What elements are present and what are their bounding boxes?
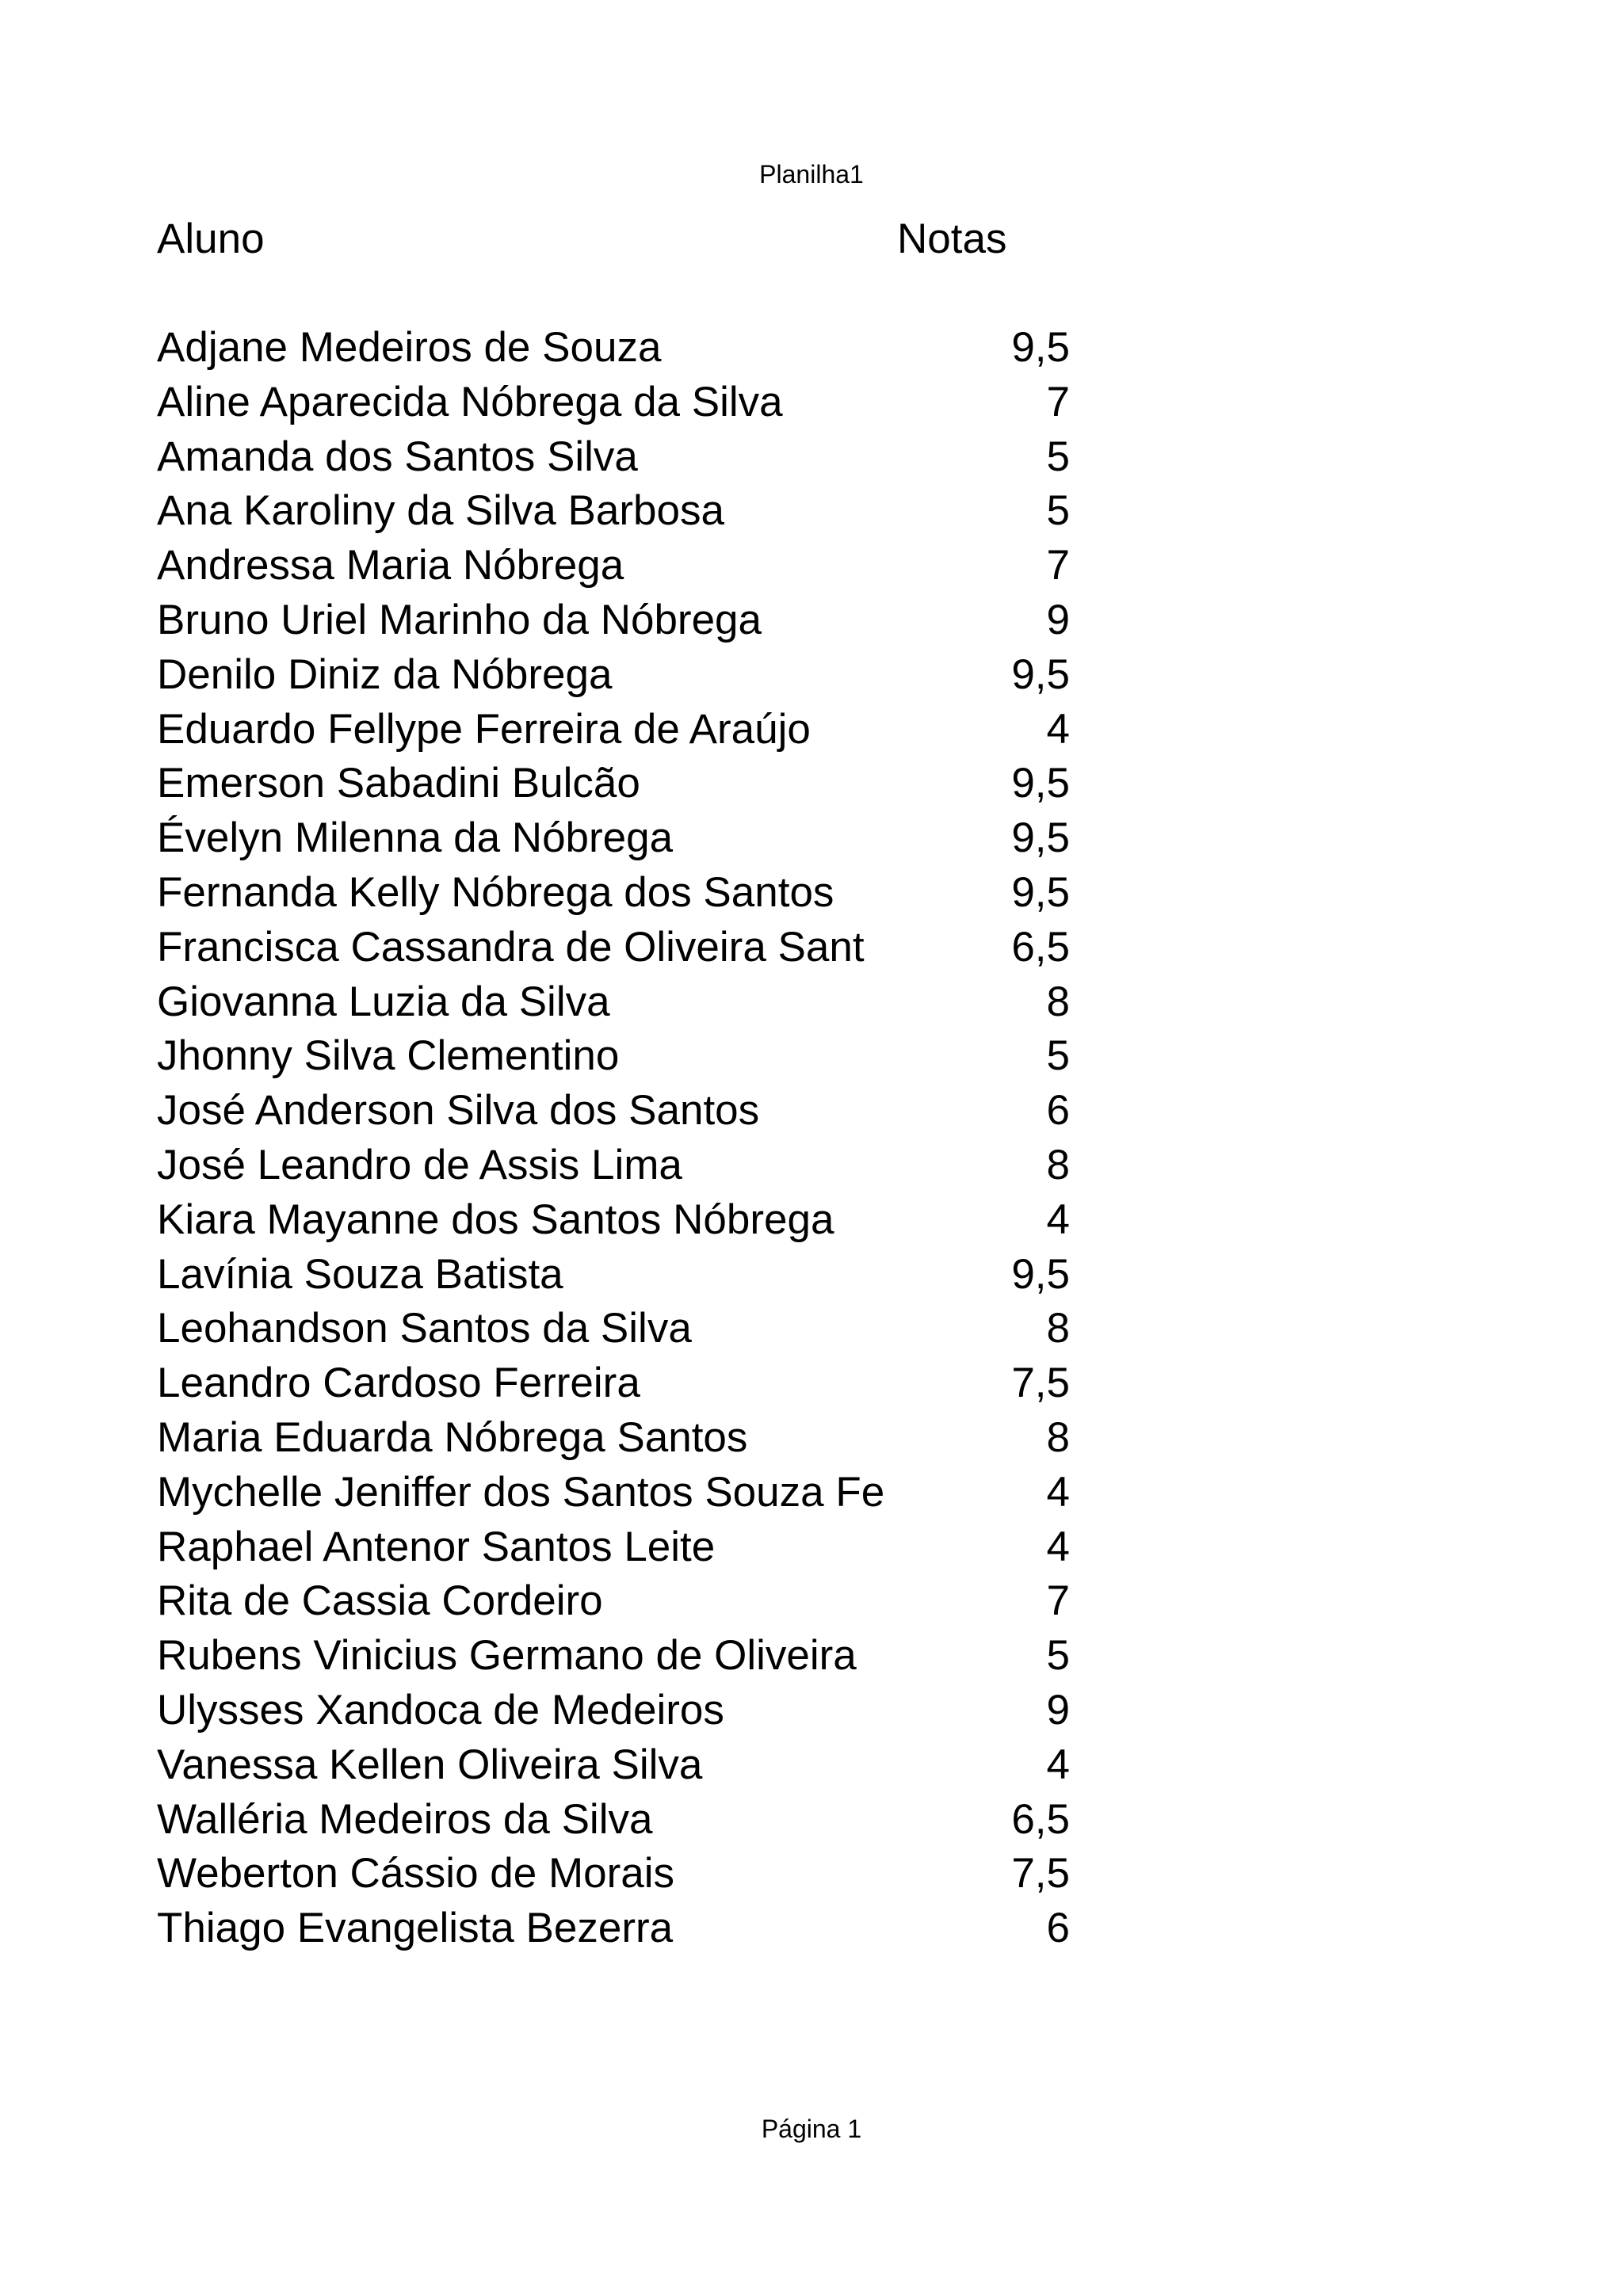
student-grade: 9 bbox=[1046, 596, 1070, 643]
student-grade: 7 bbox=[1046, 1577, 1070, 1625]
student-name: Jhonny Silva Clementino bbox=[157, 1032, 620, 1080]
student-name: Francisca Cassandra de Oliveira Sant bbox=[157, 923, 865, 971]
table-row bbox=[157, 1520, 1070, 1575]
student-grade: 8 bbox=[1046, 1141, 1070, 1188]
student-grade: 8 bbox=[1046, 978, 1070, 1025]
student-name: Leandro Cardoso Ferreira bbox=[157, 1360, 640, 1407]
column-header-grades: Notas bbox=[897, 215, 1007, 262]
table-row bbox=[157, 430, 1070, 485]
table-row bbox=[157, 1574, 1070, 1629]
table-row bbox=[157, 1466, 1070, 1520]
student-grade: 7 bbox=[1046, 378, 1070, 425]
sheet-title: Planilha1 bbox=[759, 160, 864, 189]
student-grade: 9,5 bbox=[1011, 1250, 1070, 1298]
student-grade: 4 bbox=[1046, 1468, 1070, 1516]
table-row bbox=[157, 1248, 1070, 1302]
table-row bbox=[157, 1411, 1070, 1466]
student-grade: 7,5 bbox=[1011, 1850, 1070, 1897]
student-name: Andressa Maria Nóbrega bbox=[157, 542, 624, 589]
student-name: José Anderson Silva dos Santos bbox=[157, 1087, 760, 1135]
student-name: Eduardo Fellype Ferreira de Araújo bbox=[157, 705, 811, 753]
table-row bbox=[157, 1138, 1070, 1193]
table-row bbox=[157, 1847, 1070, 1901]
table-row bbox=[157, 811, 1070, 866]
student-name: Walléria Medeiros da Silva bbox=[157, 1795, 653, 1843]
student-grade: 4 bbox=[1046, 1741, 1070, 1788]
student-grade: 5 bbox=[1046, 1632, 1070, 1680]
table-row bbox=[157, 1684, 1070, 1738]
student-grade: 6 bbox=[1046, 1905, 1070, 1952]
student-name: Bruno Uriel Marinho da Nóbrega bbox=[157, 596, 762, 643]
student-name: Vanessa Kellen Oliveira Silva bbox=[157, 1741, 703, 1788]
student-grade: 8 bbox=[1046, 1413, 1070, 1461]
student-name: Maria Eduarda Nóbrega Santos bbox=[157, 1413, 748, 1461]
page-number: Página 1 bbox=[761, 2115, 862, 2143]
student-name: Raphael Antenor Santos Leite bbox=[157, 1523, 716, 1570]
student-grade: 6 bbox=[1046, 1087, 1070, 1135]
table-row bbox=[157, 1901, 1070, 1956]
table-row bbox=[157, 921, 1070, 975]
student-grade: 8 bbox=[1046, 1305, 1070, 1352]
student-grade: 4 bbox=[1046, 1523, 1070, 1570]
student-name: Évelyn Milenna da Nóbrega bbox=[157, 814, 674, 862]
student-name: Thiago Evangelista Bezerra bbox=[157, 1905, 674, 1952]
student-name: Leohandson Santos da Silva bbox=[157, 1305, 692, 1352]
student-name: José Leandro de Assis Lima bbox=[157, 1141, 682, 1188]
table-row bbox=[157, 1193, 1070, 1248]
student-grade: 6,5 bbox=[1011, 1795, 1070, 1843]
grades-table bbox=[157, 321, 1070, 1956]
table-row bbox=[157, 703, 1070, 757]
student-grade: 9 bbox=[1046, 1686, 1070, 1733]
student-name: Mychelle Jeniffer dos Santos Souza Fe bbox=[157, 1468, 885, 1516]
table-row bbox=[157, 1629, 1070, 1684]
student-grade: 9,5 bbox=[1011, 868, 1070, 916]
student-grade: 5 bbox=[1046, 487, 1070, 535]
student-grade: 4 bbox=[1046, 1196, 1070, 1243]
table-row bbox=[157, 539, 1070, 593]
table-row bbox=[157, 1793, 1070, 1848]
student-name: Denilo Diniz da Nóbrega bbox=[157, 650, 613, 698]
table-row bbox=[157, 376, 1070, 430]
student-name: Giovanna Luzia da Silva bbox=[157, 978, 610, 1025]
student-grade: 4 bbox=[1046, 705, 1070, 753]
table-row bbox=[157, 593, 1070, 648]
student-name: Rita de Cassia Cordeiro bbox=[157, 1577, 603, 1625]
student-grade: 5 bbox=[1046, 1032, 1070, 1080]
student-name: Emerson Sabadini Bulcão bbox=[157, 760, 640, 807]
table-row bbox=[157, 648, 1070, 703]
student-grade: 9,5 bbox=[1011, 760, 1070, 807]
student-name: Rubens Vinicius Germano de Oliveira bbox=[157, 1632, 857, 1680]
student-name: Amanda dos Santos Silva bbox=[157, 433, 638, 480]
student-grade: 6,5 bbox=[1011, 923, 1070, 971]
student-grade: 7 bbox=[1046, 542, 1070, 589]
table-row bbox=[157, 1084, 1070, 1138]
student-name: Lavínia Souza Batista bbox=[157, 1250, 563, 1298]
student-name: Ulysses Xandoca de Medeiros bbox=[157, 1686, 724, 1733]
student-name: Adjane Medeiros de Souza bbox=[157, 324, 662, 371]
student-grade: 9,5 bbox=[1011, 814, 1070, 862]
table-row bbox=[157, 1738, 1070, 1793]
column-header-student: Aluno bbox=[157, 215, 265, 262]
table-row bbox=[157, 484, 1070, 539]
table-row bbox=[157, 1302, 1070, 1356]
table-row bbox=[157, 1029, 1070, 1084]
student-name: Ana Karoliny da Silva Barbosa bbox=[157, 487, 724, 535]
student-grade: 9,5 bbox=[1011, 324, 1070, 371]
student-name: Weberton Cássio de Morais bbox=[157, 1850, 674, 1897]
table-row bbox=[157, 757, 1070, 811]
student-name: Kiara Mayanne dos Santos Nóbrega bbox=[157, 1196, 834, 1243]
student-name: Fernanda Kelly Nóbrega dos Santos bbox=[157, 868, 834, 916]
table-row bbox=[157, 866, 1070, 921]
student-grade: 5 bbox=[1046, 433, 1070, 480]
table-row bbox=[157, 975, 1070, 1030]
student-name: Aline Aparecida Nóbrega da Silva bbox=[157, 378, 783, 425]
student-grade: 9,5 bbox=[1011, 650, 1070, 698]
table-row bbox=[157, 321, 1070, 376]
student-grade: 7,5 bbox=[1011, 1360, 1070, 1407]
table-row bbox=[157, 1356, 1070, 1411]
